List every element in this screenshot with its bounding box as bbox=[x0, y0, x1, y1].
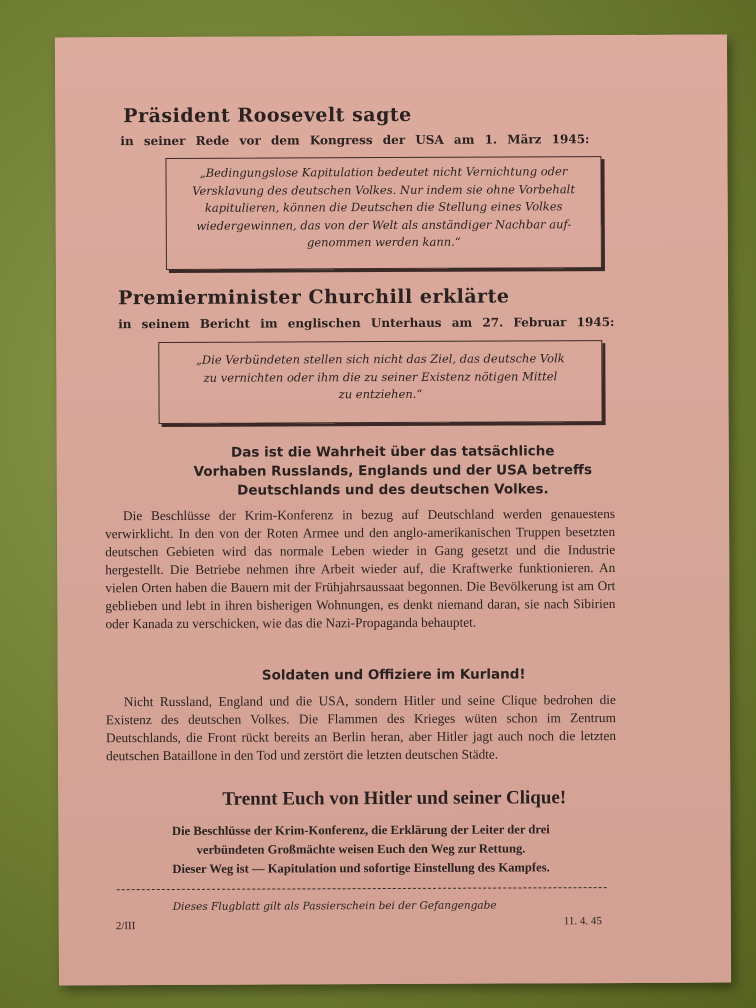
leaflet-code: 2/III bbox=[115, 920, 136, 933]
quote-line: „Bedingungslose Kapitulation bedeutet nicht Vernichtung oder bbox=[199, 164, 568, 180]
body-paragraph-1 bbox=[105, 505, 616, 633]
quote-line: genommen werden kann.“ bbox=[306, 234, 461, 250]
quote-line: kapitulieren, können die Deutschen die Stellung eines Volkes bbox=[204, 199, 563, 215]
quote-line: Versklavung des deutschen Volkes. Nur indem sie ohne Vorbehalt bbox=[192, 181, 575, 198]
truth-heading bbox=[57, 442, 729, 502]
closing-block bbox=[108, 820, 613, 879]
quote-line: zu vernichten oder ihm die zu seiner Existenz nötigen Mittel bbox=[203, 368, 558, 385]
call-to-action: Trennt Euch von Hitler und seiner Clique! bbox=[222, 787, 567, 810]
quote-line: wiedergewinnen, das von der Welt als anständiger Nachbar auf- bbox=[196, 216, 572, 233]
closing-line: Die Beschlüsse der Krim-Konferenz, die Erklärung der Leiter der drei bbox=[171, 822, 550, 838]
leaflet-sheet bbox=[55, 35, 731, 986]
truth-heading-line: Deutschlands und des deutschen Volkes. bbox=[237, 481, 549, 499]
paragraph-text: Die Beschlüsse der Krim-Konferenz in bezug auf Deutschland werden genauestens verwirklicht. In den von der Roten Armee und den anglo-amerikanischen Truppen besetzten deutschen Gebieten wird das normale Leben wieder in Gang gesetzt und die Industrie hergestellt. Die Betriebe nehmen ihre Arbeit wieder auf, die Kraftwerke funktionieren. An vielen Orten haben die Bauern mit der Frühjahrsaussaat begonnen. Die Bevölkerung ist am Ort geblieben und lebt in ihren bisherigen Wohnungen, es denkt niemand daran, sie nach Sibirien oder Kanada zu verschicken, wie das die Nazi-Propaganda behauptet. bbox=[105, 506, 616, 632]
leaflet-date: 11. 4. 45 bbox=[563, 915, 602, 928]
quote-line: zu entziehen.“ bbox=[338, 386, 423, 402]
roosevelt-heading: Präsident Roosevelt sagte bbox=[123, 103, 412, 128]
quote-line: „Die Verbündeten stellen sich nicht das Ziel, das deutsche Volk bbox=[195, 351, 565, 367]
truth-heading-line: Das ist die Wahrheit über das tatsächliche bbox=[230, 443, 555, 461]
pass-note: Dieses Flugblatt gilt als Passierschein bei der Gefangengabe bbox=[172, 899, 497, 913]
soldiers-heading: Soldaten und Offiziere im Kurland! bbox=[261, 666, 526, 684]
dotted-divider bbox=[117, 887, 607, 890]
closing-line: verbündeten Großmächte weisen Euch den Weg zur Rettung. bbox=[196, 841, 526, 857]
body-paragraph-2 bbox=[106, 691, 616, 765]
churchill-context: in seinem Bericht im englischen Unterhaus am 27. Februar 1945: bbox=[118, 315, 615, 332]
closing-line: Dieser Weg ist — Kapitulation und sofortige Einstellung des Kampfes. bbox=[172, 860, 550, 876]
truth-heading-line: Vorhaben Russlands, Englands und der USA betreffs bbox=[193, 462, 593, 480]
churchill-heading: Premierminister Churchill erklärte bbox=[118, 285, 510, 310]
paragraph-text: Nicht Russland, England und die USA, sondern Hitler und seine Clique bedrohen die Existenz des deutschen Volkes. Die Flammen des Krieges wüten schon im Zentrum Deutschlands, die Front rückt bereits an Berlin heran, aber Hitler jagt auch noch die letzten deutschen Bataillone in den Tod und zerstört die letzten deutschen Städte. bbox=[105, 692, 617, 764]
churchill-quote-box bbox=[158, 340, 602, 424]
roosevelt-context: in seiner Rede vor dem Kongress der USA am 1. März 1945: bbox=[120, 132, 590, 149]
roosevelt-quote-box bbox=[165, 156, 601, 270]
